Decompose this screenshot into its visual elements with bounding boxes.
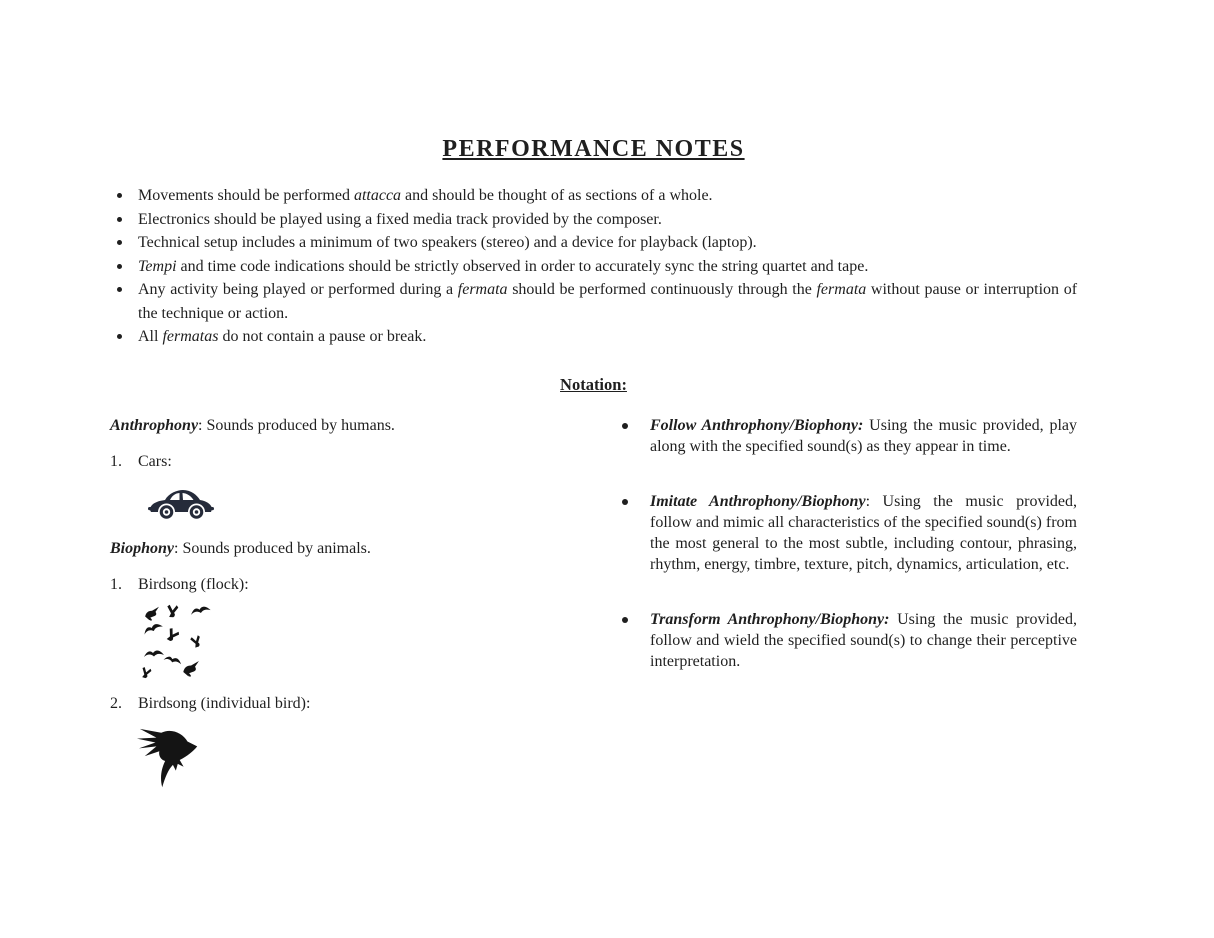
list-number: 1. <box>110 452 122 470</box>
anthrophony-term: Anthrophony: Sounds produced by humans. <box>110 416 395 434</box>
performance-note-item: Movements should be performed attacca and should be thought of as sections of a whole. <box>138 184 1077 208</box>
performance-notes-list <box>110 184 1077 349</box>
biophony-term: Biophony: Sounds produced by animals. <box>110 539 371 557</box>
notation-bullet-imitate: Imitate Anthrophony/Biophony: Using the music provided, follow and mimic all characteristics of the specified sound(s) from the most general to the most subtle, including contour, phrasing, rhythm, energy, timbre, texture, pitch, dynamics, articulation, etc. <box>620 491 1077 575</box>
performance-note-item: Technical setup includes a minimum of two speakers (stereo) and a device for playback (laptop). <box>138 231 1077 255</box>
performance-note-item: Tempi and time code indications should be strictly observed in order to accurately sync the string quartet and tape. <box>138 255 1077 279</box>
notation-bullets-list <box>620 415 1077 672</box>
notation-columns <box>110 415 1077 794</box>
page-title: PERFORMANCE NOTES <box>442 136 745 162</box>
notation-left-column <box>110 415 570 794</box>
list-number: 2. <box>110 694 122 712</box>
notation-heading: Notation: <box>560 374 627 394</box>
list-number: 1. <box>110 575 122 593</box>
car-icon <box>148 482 214 528</box>
notation-bullet-follow: Follow Anthrophony/Biophony: Using the music provided, play along with the specified sound(s) as they appear in time. <box>620 415 1077 457</box>
list-item-birdsong-flock <box>110 574 570 595</box>
performance-note-item: Any activity being played or performed during a fermata should be performed continuously through the fermata without pause or interruption of the technique or action. <box>138 278 1077 325</box>
list-label: Birdsong (flock): <box>138 575 249 593</box>
list-item-birdsong-individual <box>110 693 570 714</box>
notation-bullet-transform: Transform Anthrophony/Biophony: Using the music provided, follow and wield the specified sound(s) to change their perceptive interpretation. <box>620 609 1077 672</box>
bird-flock-icon <box>140 603 214 685</box>
document-page <box>110 0 1077 794</box>
list-item-cars <box>110 451 570 472</box>
performance-note-item: Electronics should be played using a fixed media track provided by the composer. <box>138 208 1077 232</box>
performance-note-item: All fermatas do not contain a pause or break. <box>138 325 1077 349</box>
list-label: Cars: <box>138 452 172 470</box>
notation-right-column <box>620 415 1077 794</box>
single-bird-icon <box>136 726 204 794</box>
list-label: Birdsong (individual bird): <box>138 694 311 712</box>
